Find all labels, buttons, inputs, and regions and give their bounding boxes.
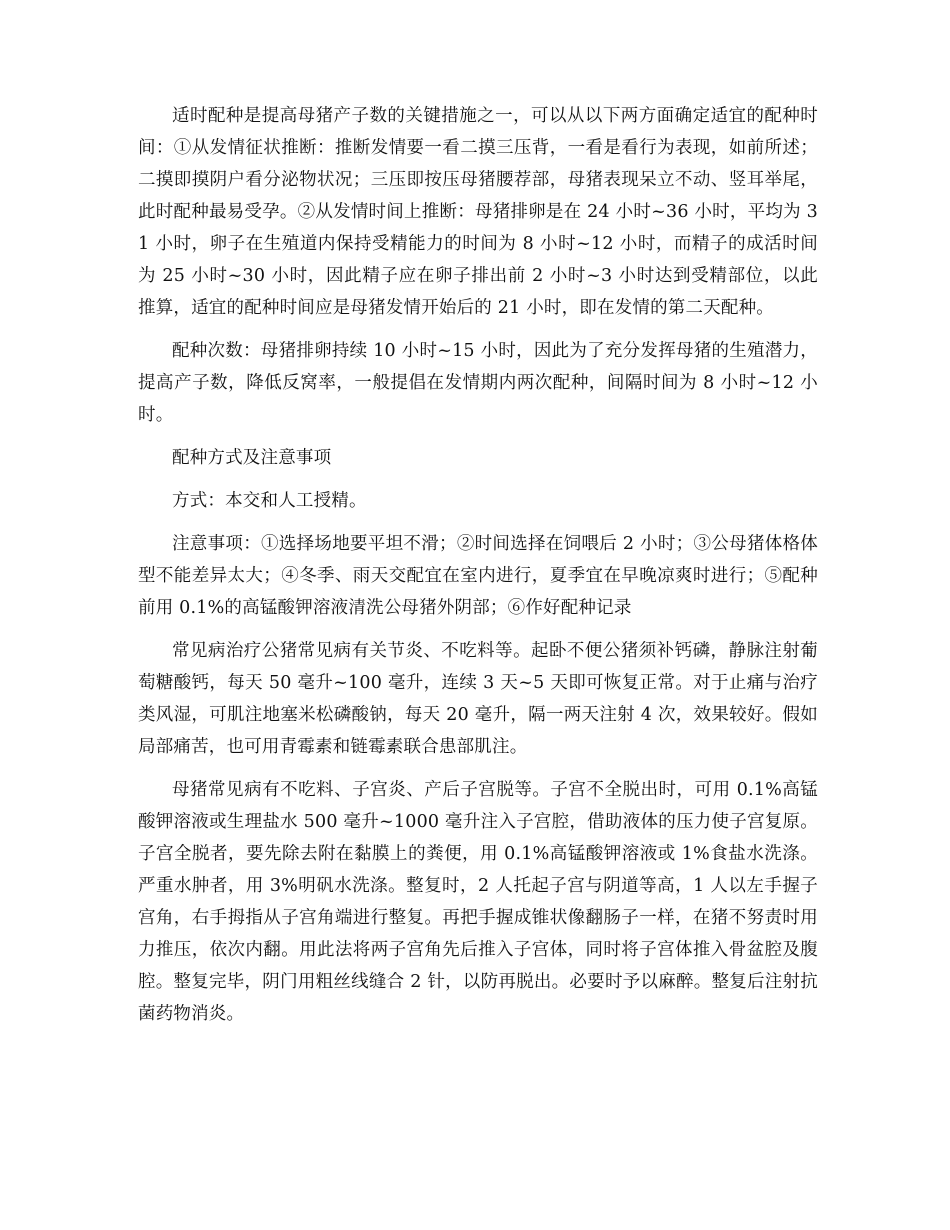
document-body: [138, 100, 818, 1041]
paragraph-mating-timing: 适时配种是提高母猪产子数的关键措施之一，可以从以下两方面确定适宜的配种时间：①从发情征状推断：推断发情要一看二摸三压背，一看是看行为表现，如前所述；二摸即摸阴户看分泌物状况；三压即按压母猪腰荐部，母猪表现呆立不动、竖耳举尾，此时配种最易受孕。②从发情时间上推断：母猪排卵是在 24 小时~36 小时，平均为 31 小时，卵子在生殖道内保持受精能力的时间为 8 小时~12 小时，而精子的成活时间为 25 小时~30 小时，因此精子应在卵子排出前 2 小时~3 小时达到受精部位，以此推算，适宜的配种时间应是母猪发情开始后的 21 小时，即在发情的第二天配种。: [138, 106, 818, 318]
paragraph-methods: 方式：本交和人工授精。: [172, 491, 367, 511]
paragraph-heading-methods: 配种方式及注意事项: [172, 448, 332, 468]
paragraph-precautions: 注意事项：①选择场地要平坦不滑；②时间选择在饲喂后 2 小时；③公母猪体格体型不能差异太大；④冬季、雨天交配宜在室内进行，夏季宜在早晚凉爽时进行；⑤配种前用 0.1%的高锰酸钾溶液清洗公母猪外阴部；⑥作好配种记录: [138, 534, 818, 618]
paragraph-sow-diseases: 母猪常见病有不吃料、子宫炎、产后子宫脱等。子宫不全脱出时，可用 0.1%高锰酸钾溶液或生理盐水 500 毫升~1000 毫升注入子宫腔，借助液体的压力使子宫复原。子宫全脱者，要先除去附在黏膜上的粪便，用 0.1%高锰酸钾溶液或 1%食盐水洗涤。严重水肿者，用 3%明矾水洗涤。整复时，2 人托起子宫与阴道等高，1 人以左手握子宫角，右手拇指从子宫角端进行整复。再把手握成锥状像翻肠子一样，在猪不努责时用力推压，依次内翻。用此法将两子宫角先后推入子宫体，同时将子宫体推入骨盆腔及腹腔。整复完毕，阴门用粗丝线缝合 2 针，以防再脱出。必要时予以麻醉。整复后注射抗菌药物消炎。: [138, 780, 818, 1024]
paragraph-mating-count: 配种次数：母猪排卵持续 10 小时~15 小时，因此为了充分发挥母猪的生殖潜力，提高产子数，降低反窝率，一般提倡在发情期内两次配种，间隔时间为 8 小时~12 小时。: [138, 341, 818, 425]
paragraph-boar-diseases: 常见病治疗公猪常见病有关节炎、不吃料等。起卧不便公猪须补钙磷，静脉注射葡萄糖酸钙，每天 50 毫升~100 毫升，连续 3 天~5 天即可恢复正常。对于止痛与治疗类风湿，可肌注地塞米松磷酸钠，每天 20 毫升，隔一两天注射 4 次，效果较好。假如局部痛苦，也可用青霉素和链霉素联合患部肌注。: [138, 641, 818, 757]
